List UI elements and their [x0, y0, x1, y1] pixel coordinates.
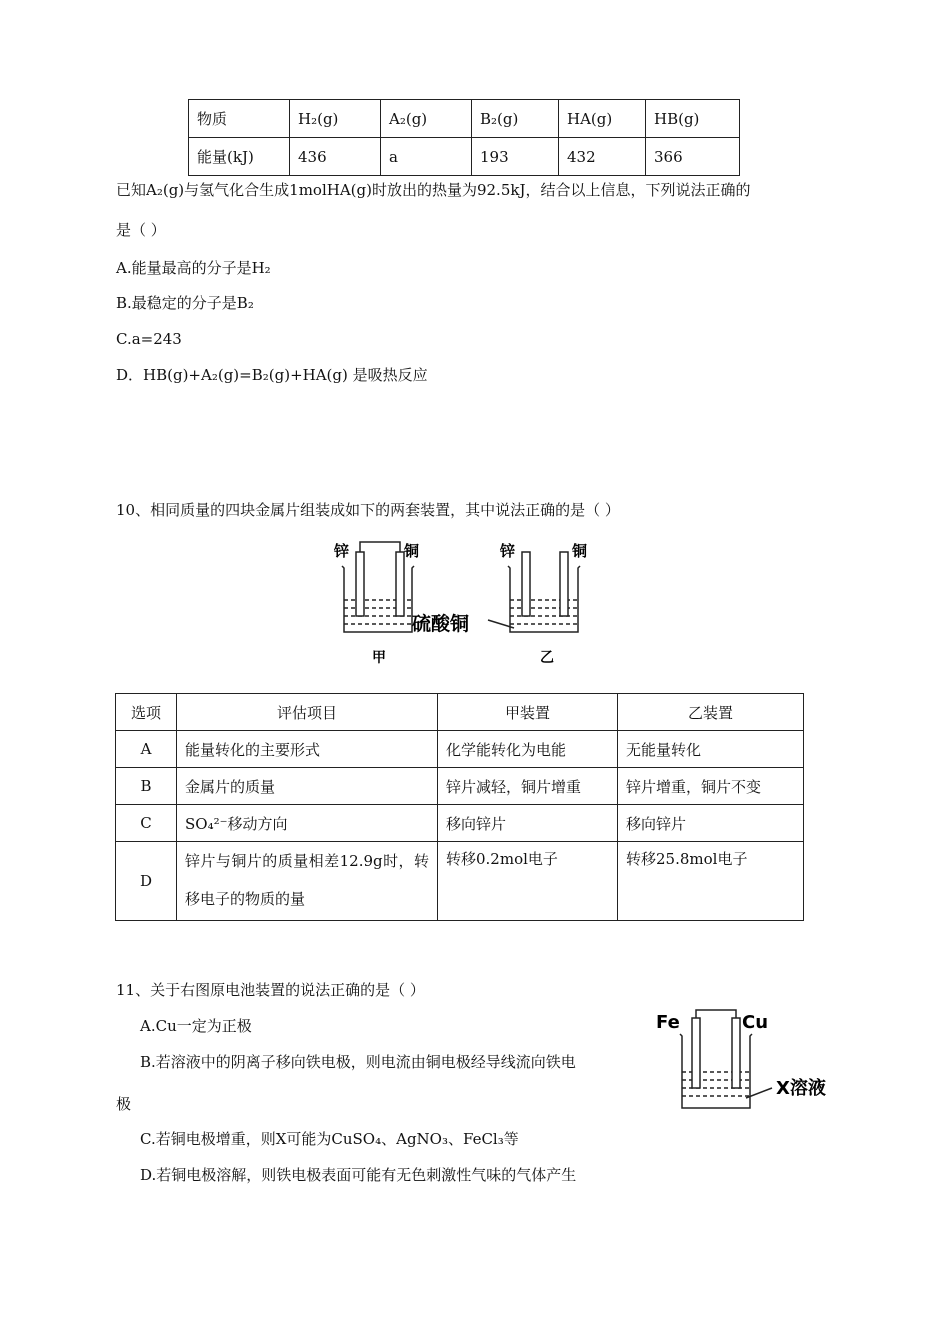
table-cell: 能量(kJ) — [189, 138, 290, 176]
label-iron: Fe — [656, 1012, 680, 1033]
table-cell: 能量转化的主要形式 — [177, 731, 438, 768]
table-cell: B — [116, 768, 177, 805]
table-cell: 193 — [472, 138, 559, 176]
table-cell: 金属片的质量 — [177, 768, 438, 805]
table-cell: D — [116, 842, 177, 921]
q9-stem-line1: 已知A₂(g)与氢气化合生成1molHA(g)时放出的热量为92.5kJ，结合以上信息，下列说法正确的 — [116, 181, 751, 199]
table-header-cell: 甲装置 — [438, 694, 618, 731]
table-cell: HA(g) — [559, 100, 646, 138]
table-cell: C — [116, 805, 177, 842]
table-cell: SO₄²⁻移动方向 — [177, 805, 438, 842]
table-cell: 移向锌片 — [438, 805, 618, 842]
label-copper-sulfate: 硫酸铜 — [412, 613, 470, 635]
table-cell: A — [116, 731, 177, 768]
table-header-cell: 选项 — [116, 694, 177, 731]
table-row — [116, 805, 804, 842]
q10-apparatus-figure — [330, 534, 620, 670]
table-cell: 无能量转化 — [618, 731, 804, 768]
table-cell: H₂(g) — [290, 100, 381, 138]
table-header-cell: 乙装置 — [618, 694, 804, 731]
q9-option-a: A.能量最高的分子是H₂ — [116, 259, 271, 277]
table-row — [116, 731, 804, 768]
q9-option-d: D．HB(g)+A₂(g)=B₂(g)+HA(g) 是吸热反应 — [116, 366, 428, 384]
label-zinc-jia: 锌 — [334, 542, 350, 560]
table-cell: 锌片与铜片的质量相差12.9g时，转移电子的物质的量 — [177, 842, 438, 921]
table-cell: 化学能转化为电能 — [438, 731, 618, 768]
q9-stem-line2: 是（ ） — [116, 221, 166, 239]
beaker-yi — [488, 552, 580, 632]
evaluation-table — [115, 693, 804, 921]
label-copper: Cu — [742, 1012, 769, 1033]
table-cell: 转移25.8mol电子 — [618, 842, 804, 921]
table-cell: B₂(g) — [472, 100, 559, 138]
table-header-cell: 评估项目 — [177, 694, 438, 731]
table-cell: A₂(g) — [381, 100, 472, 138]
table-cell: 移向锌片 — [618, 805, 804, 842]
q11-option-b: B.若溶液中的阴离子移向铁电极，则电流由铜电极经导线流向铁电 — [140, 1053, 576, 1071]
q11-apparatus-figure — [654, 1006, 844, 1114]
table-row — [116, 694, 804, 731]
table-row — [189, 138, 740, 176]
table-cell: 432 — [559, 138, 646, 176]
table-cell: HB(g) — [646, 100, 740, 138]
q11-option-d: D.若铜电极溶解，则铁电极表面可能有无色刺激性气味的气体产生 — [140, 1166, 577, 1184]
table-row — [116, 842, 804, 921]
label-yi: 乙 — [540, 650, 554, 666]
q10-stem: 10、相同质量的四块金属片组装成如下的两套装置，其中说法正确的是（ ） — [116, 501, 620, 519]
table-cell: 锌片增重，铜片不变 — [618, 768, 804, 805]
energy-table — [188, 99, 740, 176]
q9-option-c: C.a=243 — [116, 330, 182, 348]
q9-option-b: B.最稳定的分子是B₂ — [116, 294, 254, 312]
label-zinc-yi: 锌 — [500, 542, 516, 560]
label-copper-yi: 铜 — [572, 542, 588, 560]
q11-option-b-continued: 极 — [116, 1095, 132, 1113]
table-row — [116, 768, 804, 805]
table-row — [189, 100, 740, 138]
q11-stem: 11、关于右图原电池装置的说法正确的是（ ） — [116, 981, 425, 999]
table-cell: a — [381, 138, 472, 176]
q11-option-c: C.若铜电极增重，则X可能为CuSO₄、AgNO₃、FeCl₃等 — [140, 1130, 519, 1148]
table-cell: 物质 — [189, 100, 290, 138]
table-cell: 转移0.2mol电子 — [438, 842, 618, 921]
table-cell: 366 — [646, 138, 740, 176]
label-jia: 甲 — [372, 650, 386, 666]
label-x-solution: X溶液 — [776, 1078, 826, 1099]
table-cell: 436 — [290, 138, 381, 176]
label-copper-jia: 铜 — [404, 542, 420, 560]
q11-option-a: A.Cu一定为正极 — [140, 1017, 252, 1035]
table-cell: 锌片减轻，铜片增重 — [438, 768, 618, 805]
